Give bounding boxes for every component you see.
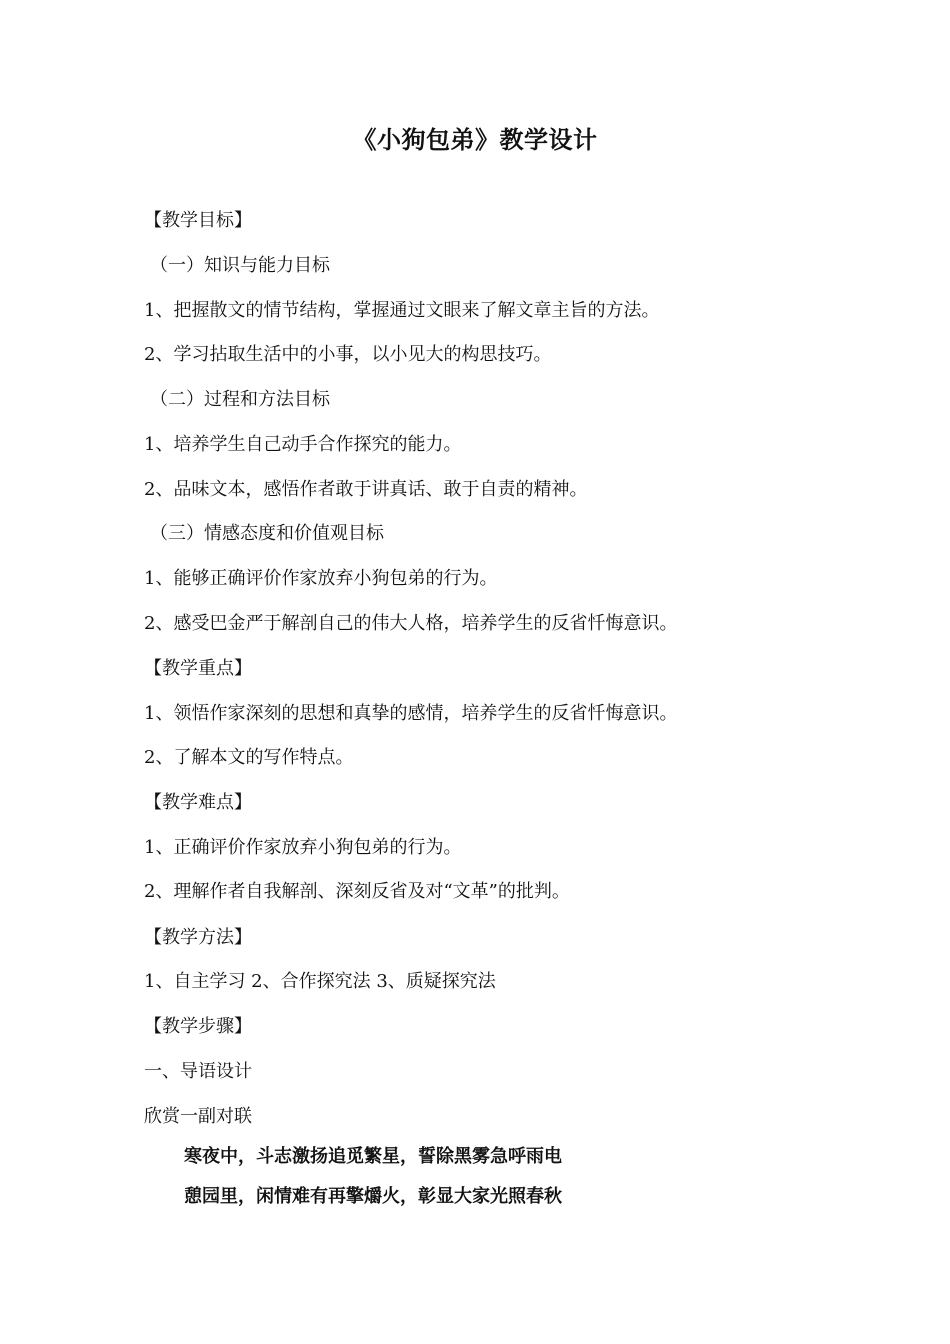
step-heading: 一、导语设计 — [144, 1061, 252, 1082]
objective-item: 2、感受巴金严于解剖自己的伟大人格，培养学生的反省忏悔意识。 — [144, 613, 678, 634]
difficulty-item: 1、正确评价作家放弃小狗包弟的行为。 — [144, 837, 462, 858]
methods-list: 1、自主学习 2、合作探究法 3、质疑探究法 — [144, 971, 496, 992]
objective-item: 1、把握散文的情节结构，掌握通过文眼来了解文章主旨的方法。 — [144, 300, 660, 321]
heading-key-points: 【教学重点】 — [144, 658, 252, 679]
objective-item: 1、能够正确评价作家放弃小狗包弟的行为。 — [144, 568, 498, 589]
key-point-item: 1、领悟作家深刻的思想和真挚的感情，培养学生的反省忏悔意识。 — [144, 703, 678, 724]
objective-item: 2、品味文本，感悟作者敢于讲真话、敢于自责的精神。 — [144, 479, 588, 500]
subheading-knowledge: （一）知识与能力目标 — [150, 255, 330, 276]
objective-item: 2、学习拈取生活中的小事，以小见大的构思技巧。 — [144, 344, 552, 365]
document-title: 《小狗包弟》教学设计 — [352, 125, 598, 154]
couplet-line: 憩园里，闲情难有再擎爝火，彰显大家光照春秋 — [184, 1186, 562, 1207]
key-point-item: 2、了解本文的写作特点。 — [144, 747, 354, 768]
subheading-process: （二）过程和方法目标 — [150, 389, 330, 410]
subheading-emotion: （三）情感态度和价值观目标 — [150, 523, 384, 544]
couplet-line: 寒夜中，斗志激扬追觅繁星，誓除黑雾急呼雨电 — [184, 1146, 562, 1167]
heading-objectives: 【教学目标】 — [144, 210, 252, 231]
appreciate-text: 欣赏一副对联 — [144, 1106, 252, 1127]
heading-difficulties: 【教学难点】 — [144, 792, 252, 813]
difficulty-item: 2、理解作者自我解剖、深刻反省及对“文革”的批判。 — [144, 881, 570, 902]
objective-item: 1、培养学生自己动手合作探究的能力。 — [144, 434, 462, 455]
heading-steps: 【教学步骤】 — [144, 1016, 252, 1037]
heading-methods: 【教学方法】 — [144, 927, 252, 948]
